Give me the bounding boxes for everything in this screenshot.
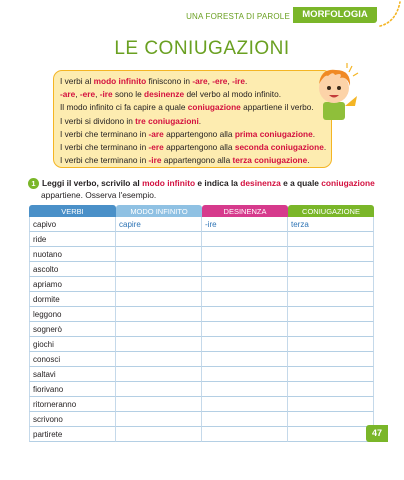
answer-cell[interactable] xyxy=(202,307,288,322)
answer-cell[interactable] xyxy=(116,337,202,352)
rule-text: . xyxy=(198,115,202,126)
column-header: CONIUGAZIONE xyxy=(288,205,374,217)
keyword: modo infinito xyxy=(93,76,147,86)
answer-cell[interactable] xyxy=(288,367,374,382)
keyword: desinenza xyxy=(240,178,281,188)
verb-cell: sognerò xyxy=(29,322,116,337)
rule-text: I verbi al xyxy=(60,76,94,86)
rule-text: . xyxy=(312,128,316,139)
keyword: terza coniugazione xyxy=(232,155,308,166)
keyword: coniugazione xyxy=(321,178,375,188)
answer-cell[interactable] xyxy=(202,337,288,352)
keyword: tre coniugazioni xyxy=(135,115,199,126)
header-subtitle: UNA FORESTA DI PAROLE xyxy=(186,12,290,21)
exercise-number: 1 xyxy=(28,178,39,189)
answer-cell[interactable] xyxy=(288,247,374,262)
answer-cell[interactable] xyxy=(202,382,288,397)
rule-text: I verbi che terminano in xyxy=(60,128,149,139)
verb-cell: conosci xyxy=(29,352,116,367)
answer-cell[interactable]: -ire xyxy=(202,217,288,232)
answer-cell[interactable] xyxy=(202,277,288,292)
rule-text: appartengono alla xyxy=(163,128,235,139)
keyword: -ire xyxy=(232,76,245,86)
table-row xyxy=(29,307,374,322)
rule-text: I verbi che terminano in xyxy=(60,142,149,153)
answer-cell[interactable] xyxy=(116,277,202,292)
instruction-text: Leggi il verbo, scrivilo al xyxy=(42,178,143,188)
column-header: VERBI xyxy=(29,205,116,217)
keyword: -are xyxy=(60,89,76,100)
answer-cell[interactable] xyxy=(202,367,288,382)
answer-cell[interactable] xyxy=(288,277,374,292)
rule-text: appartengono alla xyxy=(161,155,233,166)
answer-cell[interactable] xyxy=(202,352,288,367)
answer-cell[interactable] xyxy=(202,397,288,412)
conjugation-table xyxy=(29,205,374,442)
rule-text: , xyxy=(75,89,80,100)
child-illustration-icon xyxy=(303,62,359,124)
keyword: modo infinito xyxy=(142,178,196,188)
verb-cell: leggono xyxy=(29,307,116,322)
rule-line xyxy=(60,115,323,128)
rule-text: sono le xyxy=(112,89,145,100)
rule-text: finiscono in xyxy=(146,76,193,86)
keyword: -are xyxy=(148,128,164,139)
instruction-text: e indica la xyxy=(195,178,241,188)
verb-cell: scrivono xyxy=(29,412,116,427)
answer-cell[interactable] xyxy=(116,262,202,277)
answer-cell[interactable] xyxy=(288,382,374,397)
rules-box xyxy=(53,70,332,168)
answer-cell[interactable] xyxy=(202,232,288,247)
rule-line xyxy=(60,75,323,88)
verb-cell: fiorivano xyxy=(29,382,116,397)
rule-text: del verbo al modo infinito. xyxy=(184,89,281,100)
verb-cell: ride xyxy=(29,232,116,247)
dotted-decoration-icon xyxy=(378,0,404,30)
answer-cell[interactable] xyxy=(288,232,374,247)
verb-cell: saltavi xyxy=(29,367,116,382)
keyword: -ere xyxy=(148,142,164,153)
keyword: seconda coniugazione xyxy=(234,142,324,153)
answer-cell[interactable] xyxy=(116,352,202,367)
rule-text: , xyxy=(207,76,213,86)
table-row xyxy=(29,337,374,352)
keyword: desinenze xyxy=(144,89,185,100)
table-row xyxy=(29,427,374,442)
keyword: -ire xyxy=(148,155,162,166)
answer-cell[interactable] xyxy=(116,292,202,307)
answer-cell[interactable] xyxy=(288,307,374,322)
exercise-instructions xyxy=(28,178,378,201)
verb-cell: ritorneranno xyxy=(29,397,116,412)
rule-text: I verbi si dividono in xyxy=(60,115,136,126)
answer-cell[interactable]: capire xyxy=(116,217,202,232)
answer-cell[interactable] xyxy=(202,427,288,442)
table-row xyxy=(29,412,374,427)
keyword: -ere xyxy=(212,76,228,86)
answer-cell[interactable] xyxy=(116,322,202,337)
answer-cell[interactable] xyxy=(288,352,374,367)
exercise-text xyxy=(42,178,375,188)
keyword: -are xyxy=(192,76,208,86)
answer-cell[interactable] xyxy=(288,322,374,337)
rule-text: Il modo infinito ci fa capire a quale xyxy=(60,102,188,113)
keyword: -ere xyxy=(79,89,96,100)
table-row xyxy=(29,217,374,232)
instruction-text: e a quale xyxy=(280,178,322,188)
table-row xyxy=(29,382,374,397)
answer-cell[interactable] xyxy=(116,367,202,382)
rule-line xyxy=(60,128,323,141)
rule-text: appartiene il verbo. xyxy=(240,102,314,113)
rule-text: I verbi che terminano in xyxy=(60,155,149,166)
page-title: LE CONIUGAZIONI xyxy=(114,38,290,59)
answer-cell[interactable] xyxy=(202,412,288,427)
answer-cell[interactable] xyxy=(116,397,202,412)
table-row xyxy=(29,232,374,247)
verb-cell: dormite xyxy=(29,292,116,307)
table-row xyxy=(29,352,374,367)
answer-cell[interactable] xyxy=(288,412,374,427)
table-row xyxy=(29,277,374,292)
rule-text: , xyxy=(95,89,100,100)
rule-text: . xyxy=(307,155,310,166)
answer-cell[interactable] xyxy=(288,397,374,412)
verb-cell: partirete xyxy=(29,427,116,442)
verb-cell: nuotano xyxy=(29,247,116,262)
answer-cell[interactable]: terza xyxy=(288,217,374,232)
rule-text: appartengono alla xyxy=(163,142,235,153)
rule-text: . xyxy=(244,76,248,86)
column-header: MODO INFINITO xyxy=(116,205,202,217)
answer-cell[interactable] xyxy=(202,262,288,277)
page-number: 47 xyxy=(366,425,388,442)
answer-cell[interactable] xyxy=(202,292,288,307)
exercise-text-line2: appartiene. Osserva l'esempio. xyxy=(41,189,157,200)
verb-cell: apriamo xyxy=(29,277,116,292)
answer-cell[interactable] xyxy=(288,427,374,442)
keyword: prima coniugazione xyxy=(234,128,313,139)
table-row xyxy=(29,397,374,412)
answer-cell[interactable] xyxy=(116,247,202,262)
rule-text: . xyxy=(323,142,327,153)
table-row xyxy=(29,247,374,262)
rule-line xyxy=(60,154,323,167)
rule-text: , xyxy=(227,76,233,86)
verb-cell: capivo xyxy=(29,217,116,232)
table-row xyxy=(29,262,374,277)
answer-cell[interactable] xyxy=(202,247,288,262)
answer-cell[interactable] xyxy=(288,337,374,352)
verb-cell: ascolto xyxy=(29,262,116,277)
table-row xyxy=(29,292,374,307)
keyword: -ire xyxy=(99,89,113,100)
answer-cell[interactable] xyxy=(288,292,374,307)
answer-cell[interactable] xyxy=(116,307,202,322)
table-row xyxy=(29,322,374,337)
table-row xyxy=(29,367,374,382)
answer-cell[interactable] xyxy=(202,322,288,337)
rule-line xyxy=(60,101,323,114)
rule-line xyxy=(60,88,323,101)
keyword: coniugazione xyxy=(187,102,241,113)
column-header: DESINENZA xyxy=(202,205,288,217)
rule-line xyxy=(60,141,327,154)
verb-cell: giochi xyxy=(29,337,116,352)
answer-cell[interactable] xyxy=(116,232,202,247)
answer-cell[interactable] xyxy=(288,262,374,277)
answer-cell[interactable] xyxy=(116,427,202,442)
section-tag: MORFOLOGIA xyxy=(293,7,377,23)
answer-cell[interactable] xyxy=(116,412,202,427)
answer-cell[interactable] xyxy=(116,382,202,397)
